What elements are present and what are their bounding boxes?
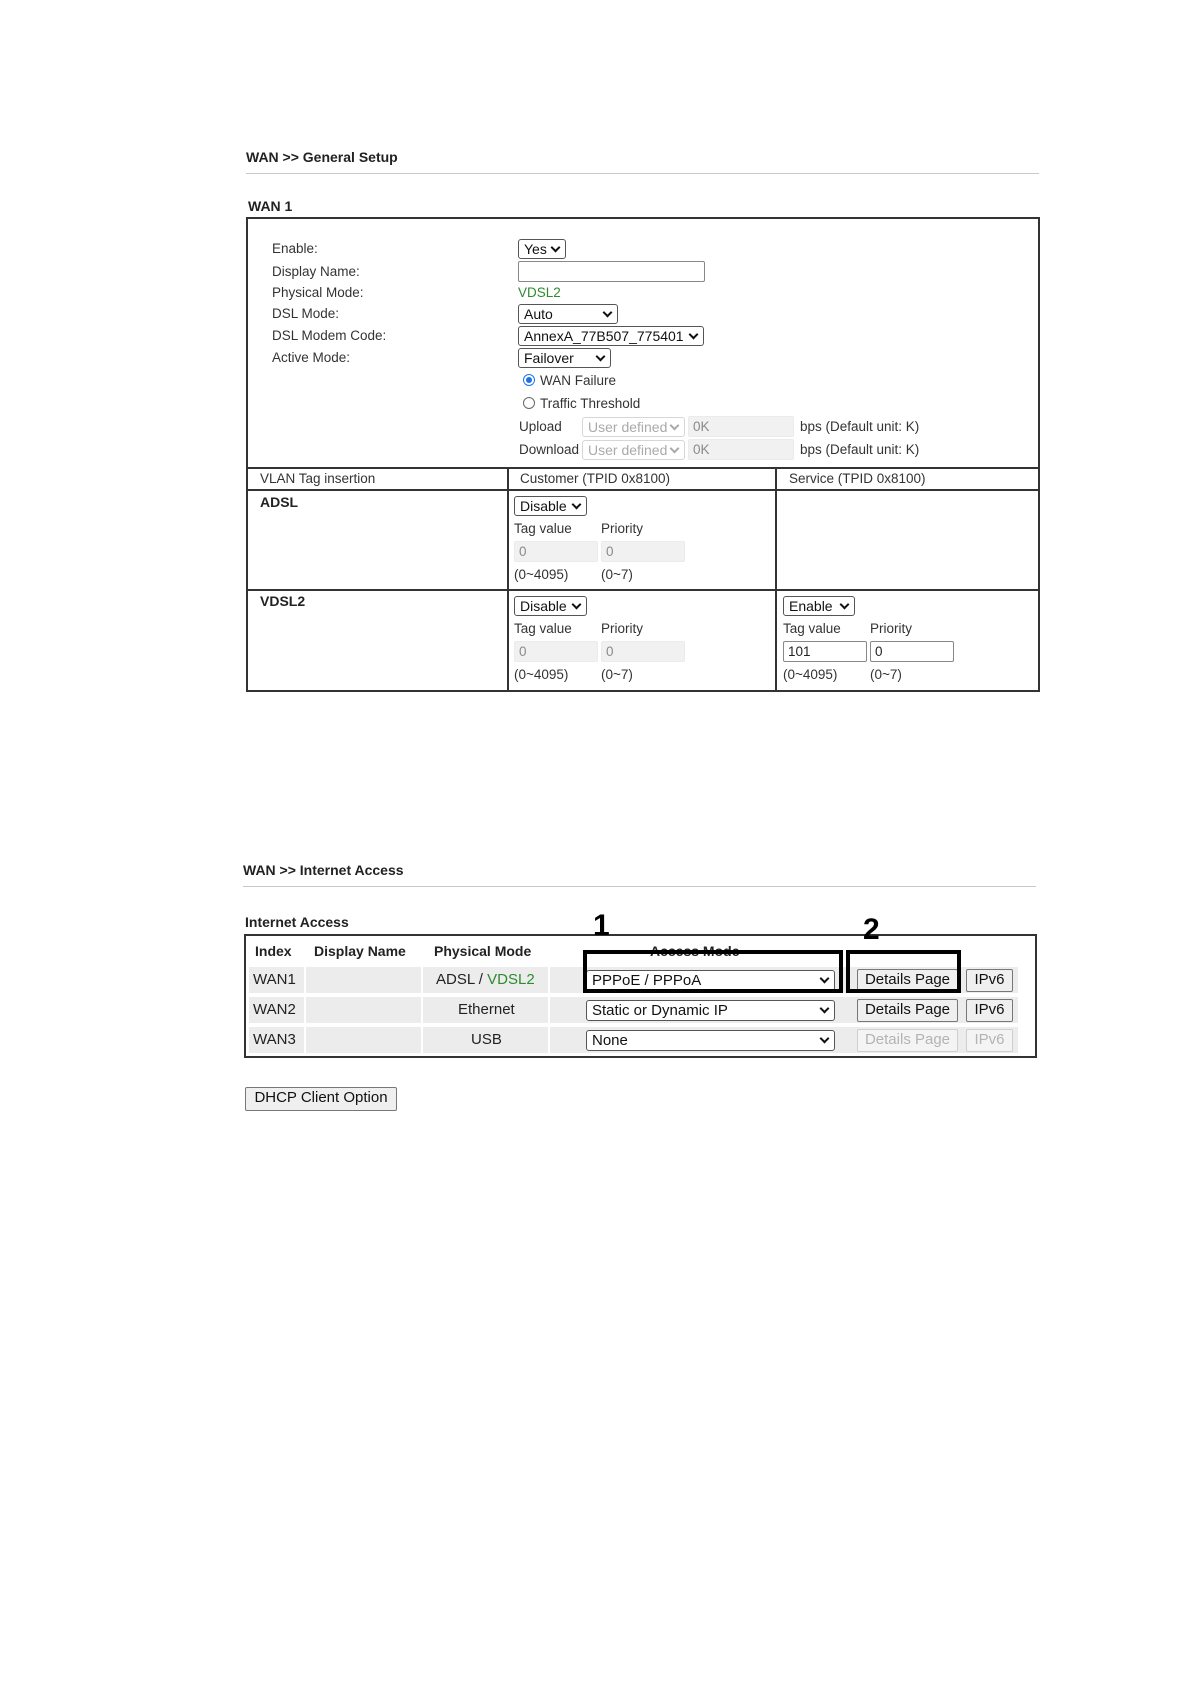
customer-tpid-header: Customer (TPID 0x8100) [520,471,671,486]
vlan-header-border [246,489,1040,491]
display-name-label: Display Name: [272,264,360,279]
vdsl2-customer-tag-value-input[interactable]: 0 [514,641,598,662]
row1-details-page-button[interactable]: Details Page [857,969,958,992]
dsl-mode-label: DSL Mode: [272,306,340,321]
vlan-top-border [246,467,1040,469]
row3-details-page-button[interactable]: Details Page [857,1029,958,1052]
callout-number-2: 2 [863,913,880,946]
row1-physical-vdsl2: VDSL2 [487,971,535,988]
vlan-tag-insertion-header: VLAN Tag insertion [260,471,376,486]
display-name-input[interactable] [518,261,705,282]
vlan-column-divider-2 [775,467,777,692]
enable-select[interactable]: Yes [518,239,566,259]
vdsl2-service-priority-range: (0~7) [870,667,902,682]
col-header-physical-mode: Physical Mode [434,943,532,959]
title-divider [246,173,1039,174]
vdsl2-service-tag-select[interactable]: Enable [783,596,855,616]
col-header-display-name: Display Name [314,943,406,959]
row1-index: WAN1 [253,971,296,988]
vlan-row-vdsl2-label: VDSL2 [260,593,306,609]
vlan-row-divider [246,589,1040,591]
physical-mode-value: VDSL2 [518,285,561,300]
download-label: Download [519,442,580,457]
traffic-threshold-radio[interactable] [523,397,535,409]
page-title-internet-access: WAN >> Internet Access [243,862,404,878]
vdsl2-customer-priority-range: (0~7) [601,667,633,682]
upload-input[interactable]: 0K [688,416,794,437]
row1-access-mode-select[interactable]: PPPoE / PPPoA [586,970,835,991]
download-input[interactable]: 0K [688,439,794,460]
vdsl2-customer-tag-value-label: Tag value [514,621,572,636]
dsl-modem-code-label: DSL Modem Code: [272,328,387,343]
vdsl2-customer-tag-select[interactable]: Disable [514,596,587,616]
row2-physical-mode: Ethernet [458,1001,515,1018]
vdsl2-customer-priority-input[interactable]: 0 [601,641,685,662]
wan-failure-radio[interactable] [523,374,535,386]
physical-mode-label: Physical Mode: [272,285,364,300]
adsl-customer-tag-select[interactable]: Disable [514,496,587,516]
callout-number-1: 1 [593,909,610,942]
download-unit-label: bps (Default unit: K) [800,442,920,457]
download-unit-select[interactable]: User defined [582,440,685,460]
page-title-general-setup: WAN >> General Setup [246,149,398,165]
dhcp-client-option-button[interactable]: DHCP Client Option [245,1087,397,1111]
row2-access-mode-select[interactable]: Static or Dynamic IP [586,1000,835,1021]
row2-details-page-button[interactable]: Details Page [857,999,958,1022]
dsl-modem-code-select[interactable]: AnnexA_77B507_775401 [518,326,704,346]
title-divider-2 [243,886,1036,887]
dsl-mode-select[interactable]: Auto [518,304,618,324]
vlan-row-adsl-label: ADSL [260,494,299,510]
vlan-column-divider-1 [507,467,509,692]
adsl-tag-value-input[interactable]: 0 [514,541,598,562]
row3-index: WAN3 [253,1031,296,1048]
enable-label: Enable: [272,241,318,256]
row1-physical-adsl: ADSL / [436,971,488,988]
adsl-priority-label: Priority [601,521,644,536]
service-tpid-header: Service (TPID 0x8100) [789,471,926,486]
row2-index: WAN2 [253,1001,296,1018]
row2-display-bg [306,997,421,1023]
section-title-wan1: WAN 1 [248,198,293,214]
row3-ipv6-button[interactable]: IPv6 [966,1029,1013,1052]
upload-label: Upload [519,419,562,434]
row1-ipv6-button[interactable]: IPv6 [966,969,1013,992]
section-title-internet-access: Internet Access [245,914,349,930]
row3-access-mode-select[interactable]: None [586,1030,835,1051]
adsl-priority-input[interactable]: 0 [601,541,685,562]
vdsl2-service-tag-value-input[interactable]: 101 [783,641,867,662]
callout-box-details-page [846,950,961,993]
upload-unit-label: bps (Default unit: K) [800,419,920,434]
vdsl2-customer-priority-label: Priority [601,621,644,636]
adsl-priority-range: (0~7) [601,567,633,582]
row3-display-bg [306,1027,421,1053]
vdsl2-service-priority-label: Priority [870,621,913,636]
callout-box-access-mode [583,950,843,993]
vdsl2-service-tag-value-label: Tag value [783,621,841,636]
vdsl2-service-tag-range: (0~4095) [783,667,838,682]
col-header-access-mode: Access Mode [650,943,740,959]
vdsl2-customer-tag-range: (0~4095) [514,667,569,682]
upload-unit-select[interactable]: User defined [582,417,685,437]
vdsl2-service-priority-input[interactable]: 0 [870,641,954,662]
wan-failure-label: WAN Failure [540,373,617,388]
row2-ipv6-button[interactable]: IPv6 [966,999,1013,1022]
row1-display-bg [306,967,421,993]
col-header-index: Index [255,943,292,959]
active-mode-select[interactable]: Failover [518,348,611,368]
traffic-threshold-label: Traffic Threshold [540,396,641,411]
adsl-tag-value-label: Tag value [514,521,572,536]
row1-physical-mode [436,971,535,988]
row3-physical-mode: USB [471,1031,502,1048]
adsl-tag-range: (0~4095) [514,567,569,582]
active-mode-label: Active Mode: [272,350,351,365]
